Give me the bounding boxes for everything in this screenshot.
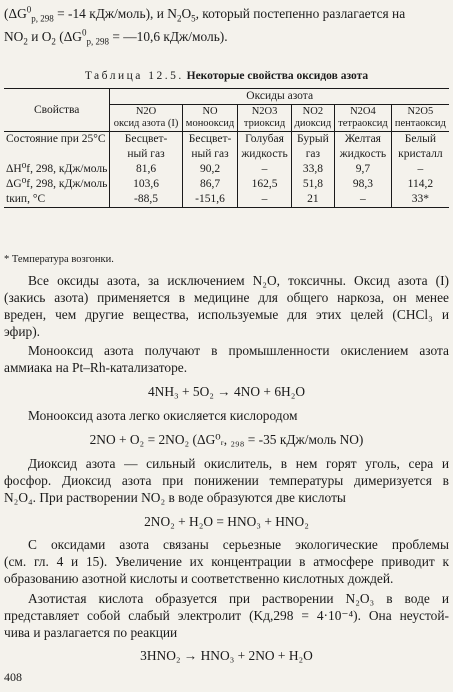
table-cell: Бурый [291, 132, 334, 148]
column-name: монооксид [185, 118, 235, 129]
paragraph-1-line-3: вреден, чем другие вещества, используемые для этих целей (CHCl₃ и [4, 307, 449, 322]
intro-line-1: ($\Delta G^0_{p, 298} = -14$ кДж/моль), и $N_2O_5$, который постепенно разлагается на [4, 4, 406, 24]
table-cell: 81,6 [110, 162, 182, 177]
column-name: триоксид [243, 118, 286, 129]
paragraph-2-line-1: Монооксид азота получают в промышленности окислением азота [28, 343, 449, 358]
table-cell: ный газ [182, 147, 238, 162]
paragraph-1-line-2: (закись азота) применяется в медицине для общего наркоза, он менее [4, 290, 449, 305]
table-cell: ный газ [110, 147, 182, 162]
row-label [4, 147, 110, 162]
page-number: 408 [4, 670, 22, 684]
equation-2: 2NO + O₂ = 2NO₂ (ΔG⁰ᵣ, ₂₉₈ = -35 кДж/моль NO) [89, 432, 364, 447]
column-name: пентаоксид [394, 118, 446, 129]
table-column-header [391, 105, 449, 132]
table-cell: 9,7 [335, 162, 392, 177]
paragraph-4-line-3: N₂O₄. При растворении NO₂ в воде образуются две кислоты [4, 490, 346, 505]
table-cell: жидкость [238, 147, 291, 162]
table-column-header [291, 105, 334, 132]
column-name: диоксид [294, 118, 332, 129]
table-column-header [238, 105, 291, 132]
paragraph-4-line-2: фосфор. Диоксид азота при понижении температуры димеризуется в [4, 473, 449, 488]
column-formula: N2O5 [407, 106, 434, 117]
paragraph-1-line-4: эфир). [4, 324, 41, 339]
table-cell: Голубая [238, 132, 291, 148]
paragraph-3-line-1: Монооксид азота легко окисляется кислородом [28, 408, 298, 423]
table-caption: Таблица 12.5. Некоторые свойства оксидов азота [84, 70, 369, 82]
column-formula: N2O [135, 106, 157, 117]
row-label: Состояние при 25°C [6, 133, 106, 145]
equation-4: 3HNO₂ → HNO₃ + 2NO + H₂O [140, 648, 313, 663]
intro-line-2: $NO_2$ и $O_2$ ($\Delta G^0_{p, 298}$ = —10,6 кДж/моль). [4, 27, 228, 47]
table-body [4, 132, 449, 208]
table-column-header [335, 105, 392, 132]
row-label: ΔH⁰f, 298, кДж/моль [6, 163, 108, 175]
paragraph-4-line-1: Диоксид азота — сильный окислитель, в нем горят уголь, сера и [28, 456, 449, 471]
paragraph-5-line-1: С оксидами азота связаны серьезные экологические проблемы [28, 537, 449, 552]
row-label: tкип, °C [4, 192, 110, 208]
table-cell: 98,3 [335, 177, 392, 192]
table-group-header: Оксиды азота [110, 89, 449, 105]
table-cell: Желтая [335, 132, 392, 148]
paragraph-1-line-1: Все оксиды азота, за исключением N₂O, токсичны. Оксид азота (I) [28, 273, 449, 288]
table-prop-header: Свойства [4, 89, 110, 132]
table-cell: – [238, 192, 291, 208]
row-label: ΔG⁰f, 298, кДж/моль [6, 178, 108, 190]
paragraph-6-line-1: Азотистая кислота образуется при растворении N₂O₃ в воде и [28, 591, 449, 606]
equation-1: 4NH₃ + 5O₂ → 4NO + 6H₂O [147, 384, 306, 399]
paragraph-5-line-3: образованию азотной кислоты и соответственно кислотных дождей. [4, 571, 394, 586]
table-cell: – [335, 192, 392, 208]
column-formula: N2O4 [350, 106, 376, 117]
column-formula: NO [202, 106, 218, 117]
paragraph-5-line-2: (см. гл. 4 и 15). Увеличение их концентрации в атмосфере приводит к [4, 554, 449, 569]
table-cell: жидкость [335, 147, 392, 162]
column-name: оксид азота (I) [113, 118, 179, 129]
table-row [4, 162, 449, 177]
table-row [4, 147, 449, 162]
column-formula: NO2 [302, 106, 324, 117]
table-cell: 33* [391, 192, 449, 208]
table-cell: 33,8 [291, 162, 334, 177]
equation-3: 2NO₂ + H₂O = HNO₃ + HNO₂ [144, 514, 309, 529]
table-column-header [110, 105, 182, 132]
table-row [4, 132, 449, 148]
table-cell: -151,6 [182, 192, 238, 208]
table-cell: газ [291, 147, 334, 162]
table-cell: Бесцвет- [110, 132, 182, 148]
table-cell: 90,2 [182, 162, 238, 177]
paragraph-2-line-2: аммиака на Pt–Rh-катализаторе. [4, 360, 188, 375]
table-column-header [182, 105, 238, 132]
paragraph-6-line-2: представляет собой слабый электролит (Kд,298 = 4·10⁻⁴). Она неустой- [4, 608, 449, 623]
table-cell: Бесцвет- [182, 132, 238, 148]
table-cell: Белый [391, 132, 449, 148]
paragraph-6-line-3: чива и разлагается по реакции [4, 625, 178, 640]
table-cell: 51,8 [291, 177, 334, 192]
table-cell: – [238, 162, 291, 177]
table-cell: 162,5 [238, 177, 291, 192]
table-cell: 86,7 [182, 177, 238, 192]
table-footnote: * Температура возгонки. [4, 254, 114, 265]
column-formula: N2O3 [251, 106, 278, 117]
table-cell: – [391, 162, 449, 177]
table-row [4, 192, 449, 208]
table-row [4, 177, 449, 192]
table-cell: 103,6 [110, 177, 182, 192]
table-cell: 21 [291, 192, 334, 208]
nitrogen-oxides-table [4, 88, 449, 208]
table-cell: кристалл [391, 147, 449, 162]
table-cell: -88,5 [110, 192, 182, 208]
column-name: тетраоксид [338, 118, 388, 129]
table-cell: 114,2 [391, 177, 449, 192]
